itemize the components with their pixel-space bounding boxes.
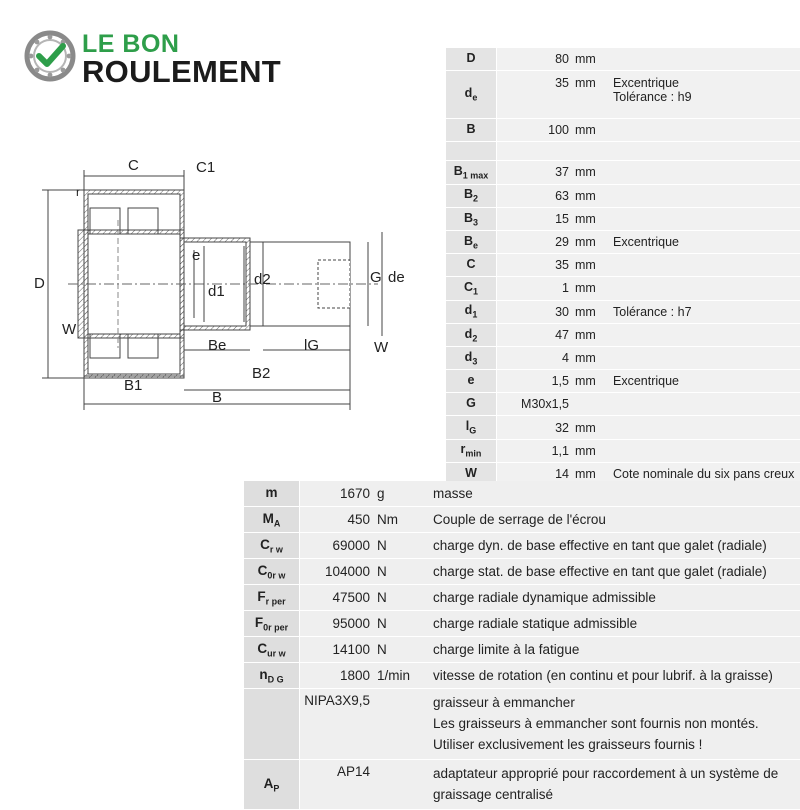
table-row <box>446 48 800 71</box>
table-row <box>244 533 800 559</box>
label-Be: Be <box>208 337 227 354</box>
table-row <box>446 416 800 439</box>
dim-unit: mm <box>572 301 605 324</box>
table-row <box>244 611 800 637</box>
dim-symbol: $B_3$ <box>446 208 497 231</box>
dim-value: 1 <box>497 277 572 300</box>
table-row <box>244 637 800 663</box>
prop-unit <box>374 689 421 760</box>
table-row <box>446 324 800 347</box>
table-row <box>446 185 800 208</box>
dim-symbol: $B_e$ <box>446 231 497 254</box>
dim-value: 63 <box>497 185 572 208</box>
dim-description: Cote nominale du six pans creux <box>605 463 800 486</box>
table-row <box>244 559 800 585</box>
dim-unit: mm <box>572 370 605 393</box>
dim-description: Excentrique Tolérance : h9 <box>605 71 800 119</box>
logo-text-line2: ROULEMENT <box>82 54 282 89</box>
dim-symbol: G <box>446 393 497 416</box>
prop-symbol: $A_P$ <box>244 760 300 810</box>
prop-unit: N <box>374 559 421 585</box>
dim-value: 80 <box>497 48 572 71</box>
dim-description <box>605 347 800 370</box>
dim-symbol: D <box>446 48 497 71</box>
prop-value: AP14 <box>300 760 374 810</box>
dim-unit: mm <box>572 416 605 439</box>
label-r: r <box>76 185 80 199</box>
prop-description: graisseur à emmancher Les graisseurs à emmancher sont fournis non montés. Utiliser exclusivement les graisseurs fournis ! <box>421 689 800 760</box>
prop-description: charge radiale statique admissible <box>421 611 800 637</box>
table-row <box>446 277 800 300</box>
label-e: e <box>192 247 201 264</box>
label-G: G <box>370 269 382 286</box>
table-row <box>446 393 800 416</box>
dim-unit: mm <box>572 254 605 277</box>
prop-description: charge stat. de base effective en tant que galet (radiale) <box>421 559 800 585</box>
dim-unit: mm <box>572 347 605 370</box>
dim-description: Excentrique <box>605 231 800 254</box>
dim-unit: mm <box>572 48 605 71</box>
prop-value: 104000 <box>300 559 374 585</box>
table-row <box>446 161 800 184</box>
dim-symbol: $d_2$ <box>446 324 497 347</box>
prop-symbol: $F_{0r per}$ <box>244 611 300 637</box>
dim-value: 100 <box>497 119 572 142</box>
dim-symbol: $B_2$ <box>446 185 497 208</box>
dim-symbol: B <box>446 119 497 142</box>
prop-unit: 1/min <box>374 663 421 689</box>
dim-symbol: $d_e$ <box>446 71 497 119</box>
label-W-left: W <box>62 321 77 338</box>
bearing-check-icon <box>24 30 76 82</box>
dim-symbol: $C_1$ <box>446 277 497 300</box>
table-row <box>446 370 800 393</box>
dim-unit: mm <box>572 324 605 347</box>
prop-description: vitesse de rotation (en continu et pour lubrif. à la graisse) <box>421 663 800 689</box>
dim-symbol: W <box>446 463 497 486</box>
dim-description <box>605 393 800 416</box>
dim-description <box>605 324 800 347</box>
prop-symbol: $C_{r w}$ <box>244 533 300 559</box>
dim-unit: mm <box>572 161 605 184</box>
label-W-right: W <box>374 339 389 356</box>
dim-symbol: C <box>446 254 497 277</box>
prop-value: 14100 <box>300 637 374 663</box>
dim-description <box>605 277 800 300</box>
prop-symbol <box>244 689 300 760</box>
dim-unit: mm <box>572 440 605 463</box>
table-row <box>446 440 800 463</box>
dim-value: 47 <box>497 324 572 347</box>
bearing-technical-drawing <box>28 150 418 420</box>
prop-symbol: $C_{0r w}$ <box>244 559 300 585</box>
table-row <box>244 585 800 611</box>
prop-value: 1670 <box>300 481 374 507</box>
dim-symbol: $d_3$ <box>446 347 497 370</box>
dim-value: 1,5 <box>497 370 572 393</box>
dim-value: 4 <box>497 347 572 370</box>
prop-symbol: $n_{D G}$ <box>244 663 300 689</box>
dim-description <box>605 48 800 71</box>
table-spacer-row <box>446 142 800 161</box>
dim-unit: mm <box>572 463 605 486</box>
table-row <box>446 254 800 277</box>
table-row <box>244 663 800 689</box>
prop-description: charge radiale dynamique admissible <box>421 585 800 611</box>
table-row <box>446 208 800 231</box>
prop-description: Couple de serrage de l'écrou <box>421 507 800 533</box>
dim-symbol: $r_{min}$ <box>446 440 497 463</box>
prop-value: 69000 <box>300 533 374 559</box>
dim-description: Excentrique <box>605 370 800 393</box>
dim-value: 30 <box>497 301 572 324</box>
prop-symbol: m <box>244 481 300 507</box>
dim-description <box>605 208 800 231</box>
dim-unit: mm <box>572 119 605 142</box>
label-d2: d2 <box>254 271 271 288</box>
logo-text-line1: LE BON <box>82 30 180 58</box>
dim-description <box>605 254 800 277</box>
dim-description <box>605 185 800 208</box>
prop-symbol: $C_{ur w}$ <box>244 637 300 663</box>
prop-unit: g <box>374 481 421 507</box>
dim-description <box>605 161 800 184</box>
dim-value: 35 <box>497 254 572 277</box>
dim-description <box>605 440 800 463</box>
prop-description: adaptateur approprié pour raccordement à un système de graissage centralisé <box>421 760 800 810</box>
prop-unit <box>374 760 421 810</box>
dim-value: 15 <box>497 208 572 231</box>
dim-description <box>605 416 800 439</box>
dim-value: 35 <box>497 71 572 119</box>
prop-value: 1800 <box>300 663 374 689</box>
table-row <box>446 347 800 370</box>
properties-table <box>244 481 800 810</box>
prop-symbol: $M_A$ <box>244 507 300 533</box>
table-row <box>446 71 800 119</box>
prop-symbol: $F_{r per}$ <box>244 585 300 611</box>
dim-symbol: $l_G$ <box>446 416 497 439</box>
label-de: de <box>388 269 405 286</box>
prop-unit: N <box>374 533 421 559</box>
table-row <box>244 507 800 533</box>
label-B1: B1 <box>124 377 143 394</box>
dim-value: 1,1 <box>497 440 572 463</box>
dim-symbol: e <box>446 370 497 393</box>
dim-value: 29 <box>497 231 572 254</box>
label-d1: d1 <box>208 283 225 300</box>
table-row <box>446 231 800 254</box>
dim-unit: mm <box>572 277 605 300</box>
prop-unit: N <box>374 585 421 611</box>
label-B2: B2 <box>252 365 271 382</box>
dim-symbol: $B_{1 max}$ <box>446 161 497 184</box>
brand-logo[interactable] <box>24 28 294 89</box>
table-row <box>446 301 800 324</box>
prop-unit: N <box>374 611 421 637</box>
table-row <box>244 689 800 760</box>
dim-unit: mm <box>572 185 605 208</box>
dim-value: 14 <box>497 463 572 486</box>
table-row <box>244 481 800 507</box>
dim-description: Tolérance : h7 <box>605 301 800 324</box>
dimensions-table <box>446 48 800 486</box>
prop-description: charge limite à la fatigue <box>421 637 800 663</box>
prop-unit: N <box>374 637 421 663</box>
dim-value: M30x1,5 <box>497 393 572 416</box>
prop-value: 47500 <box>300 585 374 611</box>
dim-unit <box>572 393 605 416</box>
label-D: D <box>34 275 45 292</box>
prop-unit: Nm <box>374 507 421 533</box>
prop-value: 450 <box>300 507 374 533</box>
dim-unit: mm <box>572 231 605 254</box>
label-lG: lG <box>304 337 319 354</box>
dim-unit: mm <box>572 71 605 119</box>
prop-description: charge dyn. de base effective en tant que galet (radiale) <box>421 533 800 559</box>
table-row <box>244 760 800 810</box>
dim-symbol: $d_1$ <box>446 301 497 324</box>
table-row <box>446 119 800 142</box>
prop-description: masse <box>421 481 800 507</box>
prop-value: NIPA3X9,5 <box>300 689 374 760</box>
label-C: C <box>128 157 139 174</box>
label-C1: C1 <box>196 159 216 176</box>
dim-value: 37 <box>497 161 572 184</box>
label-B: B <box>212 389 223 406</box>
dim-description <box>605 119 800 142</box>
prop-value: 95000 <box>300 611 374 637</box>
dim-unit: mm <box>572 208 605 231</box>
dim-value: 32 <box>497 416 572 439</box>
